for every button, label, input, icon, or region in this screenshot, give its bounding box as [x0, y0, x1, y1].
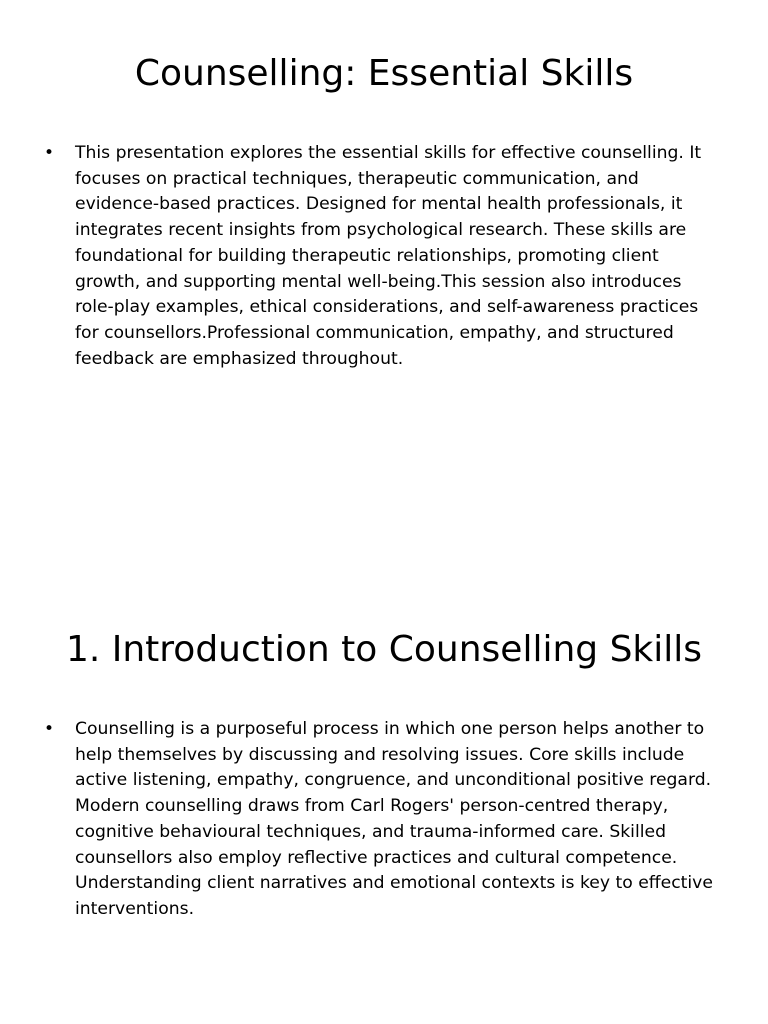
slide-title: Counselling: Essential Skills	[134, 53, 634, 94]
slide-2	[0, 576, 768, 1024]
bullet-text: This presentation explores the essential skills for effective counselling. It focuses on practical techniques, therapeutic communication, and evidence-based practices. Designed for mental health professionals, it integrates recent insights from psychological research. These skills are foundational for building therapeutic relationships, promoting client growth, and supporting mental well-being.This session also introduces role-play examples, ethical considerations, and self-awareness practices for counsellors.Professional communication, empathy, and structured feedback are emphasized throughout.	[75, 143, 702, 369]
slide-title: 1. Introduction to Counselling Skills	[65, 629, 703, 670]
bullet-icon: •	[44, 143, 55, 163]
bullet-icon: •	[44, 719, 55, 739]
bullet-item	[42, 717, 722, 923]
bullet-item	[42, 141, 722, 372]
bullet-list	[42, 141, 722, 372]
bullet-list	[42, 717, 722, 923]
bullet-text: Counselling is a purposeful process in which one person helps another to help themselves by discussing and resolving issues. Core skills include active listening, empathy, congruence, and unconditional positive regard. Modern counselling draws from Carl Rogers' person-centred therapy, cognitive behavioural techniques, and trauma-informed care. Skilled counsellors also employ reflective practices and cultural competence. Understanding client narratives and emotional contexts is key to effective interventions.	[75, 719, 713, 919]
